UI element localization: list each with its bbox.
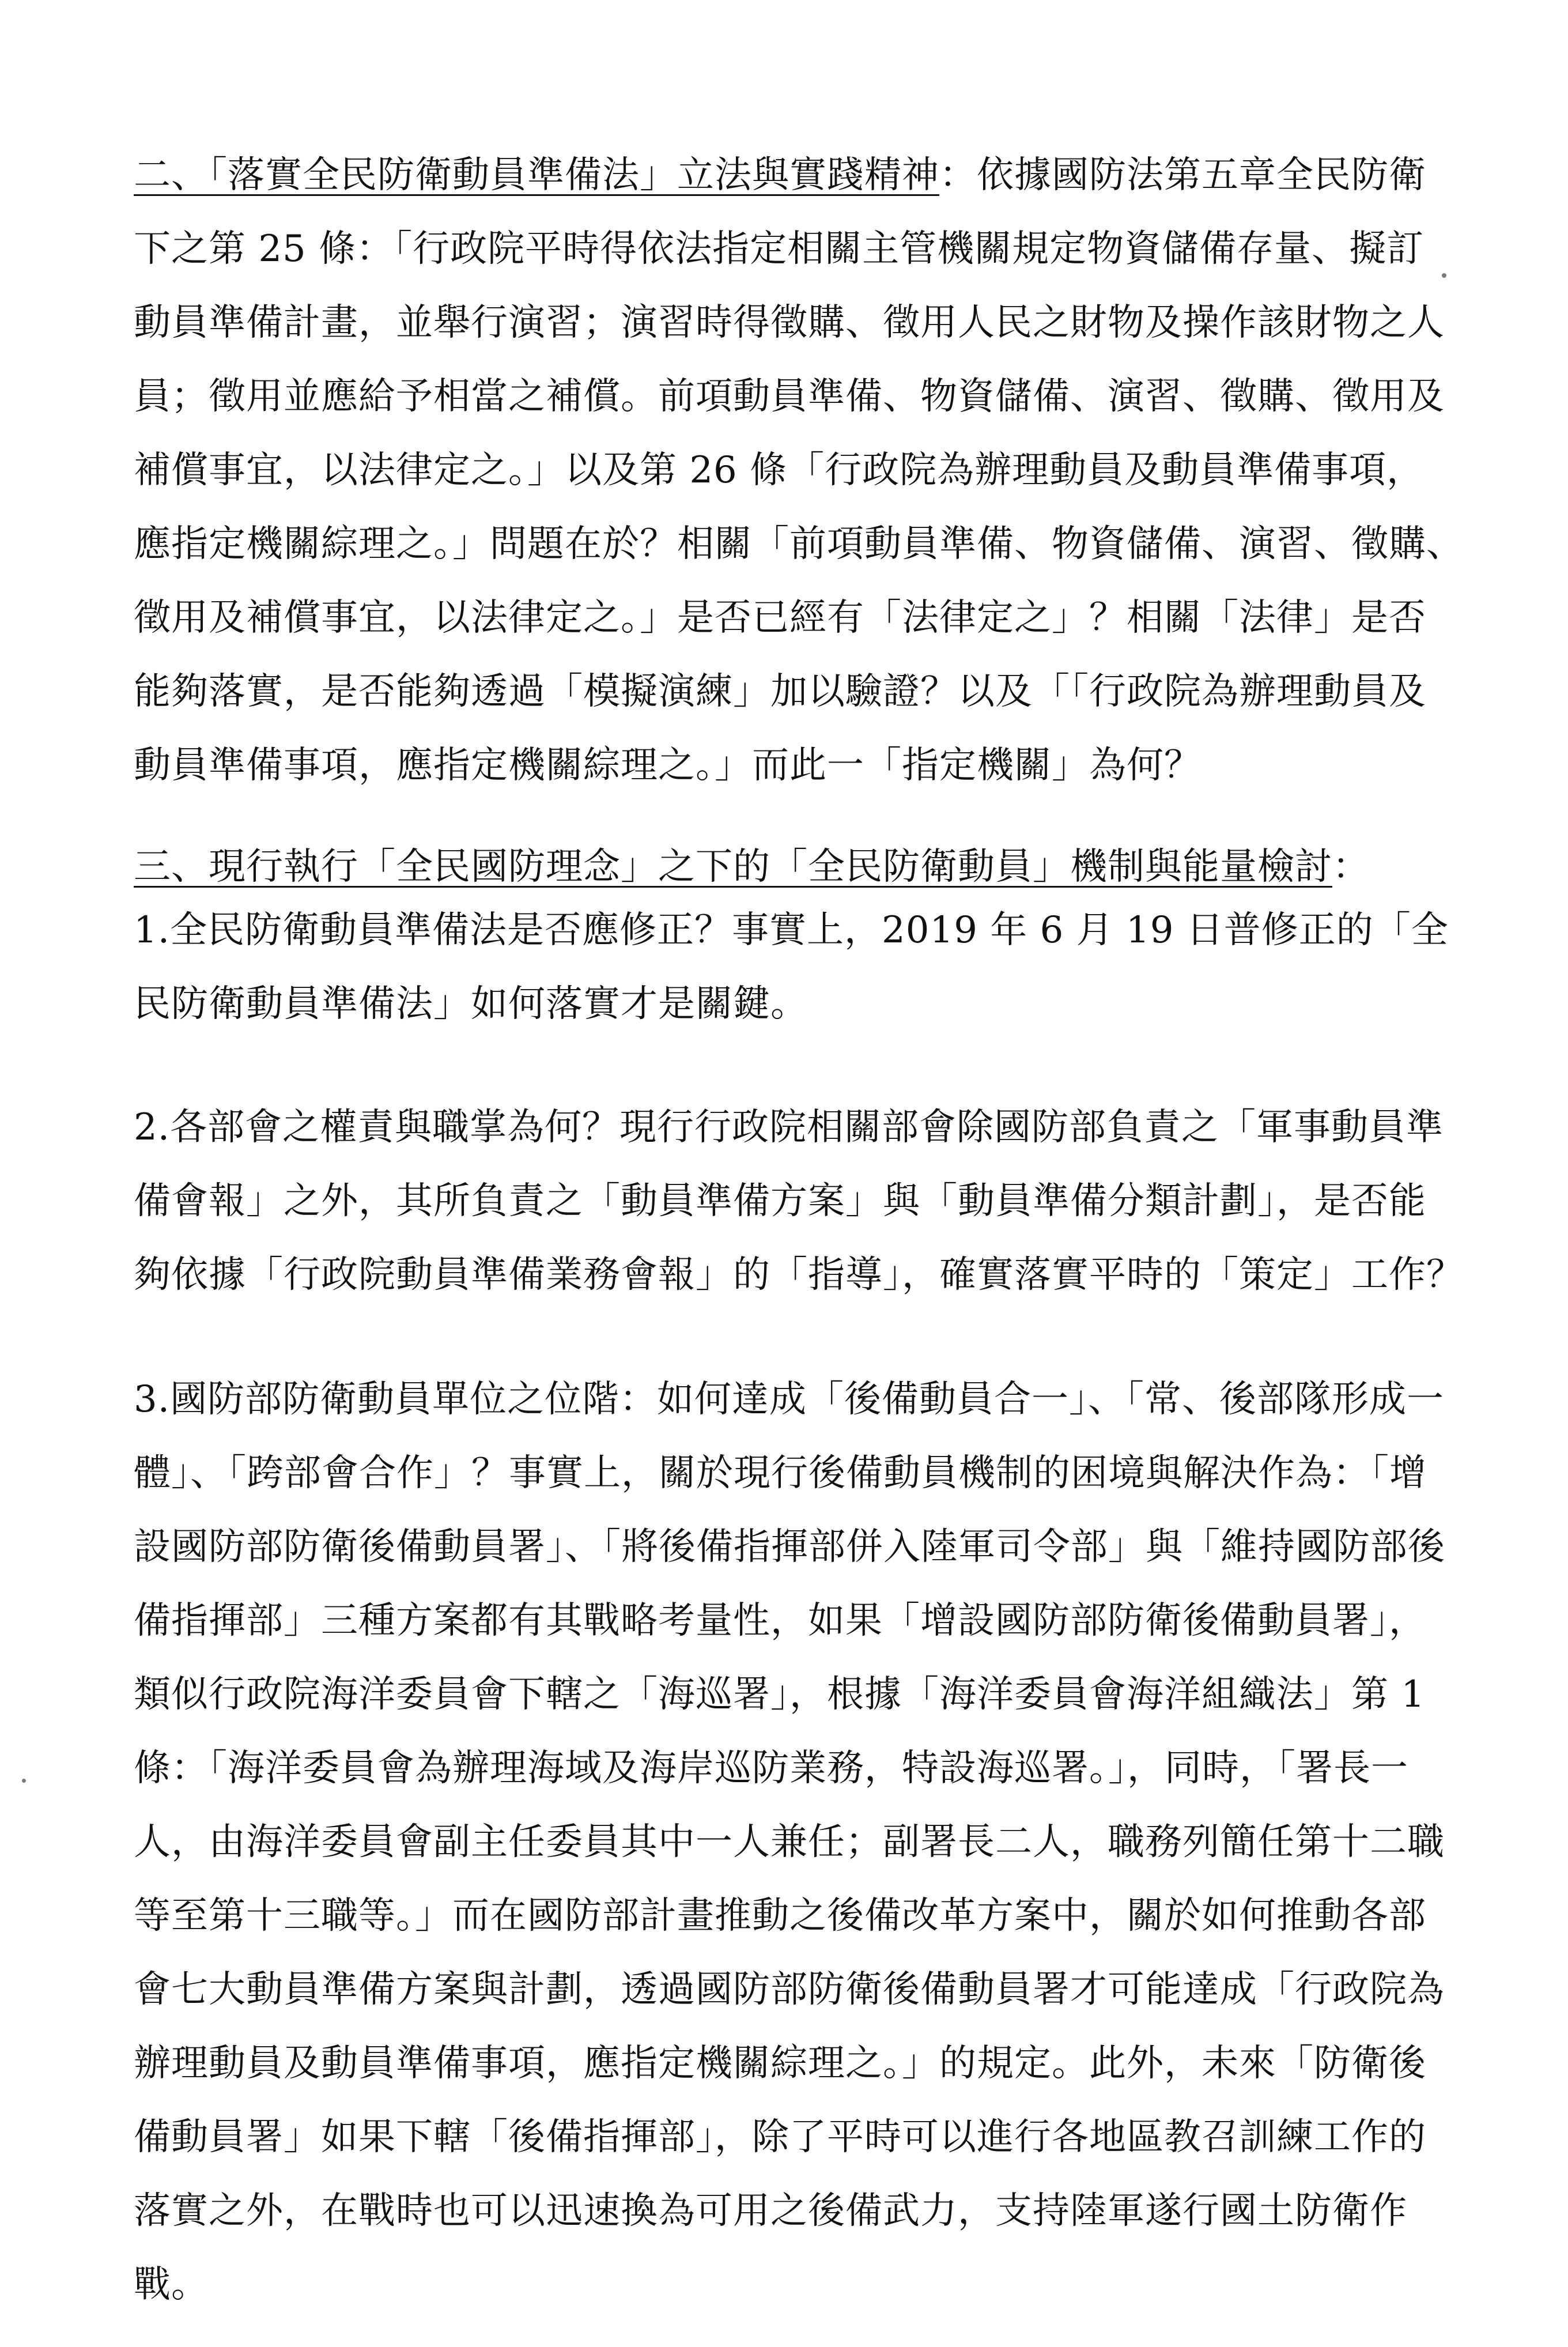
item3-line: 人，由海洋委員會副主任委員其中一人兼任；副署長二人，職務列簡任第十二職 [134,1821,1445,1863]
section3-heading-line [134,843,1370,891]
section2-line: 能夠落實，是否能夠透過「模擬演練」加以驗證？以及「「行政院為辦理動員及 [134,670,1426,713]
item1-line: 民防衛動員準備法」如何落實才是關鍵。 [134,983,808,1025]
section2-line: 員；徵用並應給予相當之補償。前項動員準備、物資儲備、演習、徵購、徵用及 [134,375,1445,418]
item3-line: 落實之外，在戰時也可以迅速換為可用之後備武力，支持陸軍遂行國土防衛作 [134,2190,1407,2232]
section3-heading-tail: ： [1332,846,1370,888]
item3-line: 類似行政院海洋委員會下轄之「海巡署」，根據「海洋委員會海洋組織法」第 1 [134,1673,1426,1716]
item3-line: 備動員署」如果下轄「後備指揮部」，除了平時可以進行各地區教召訓練工作的 [134,2116,1426,2159]
section2-line: 動員準備事項，應指定機關綜理之。」而此一「指定機關」為何？ [134,744,1201,787]
item3-line: 備指揮部」三種方案都有其戰略考量性，如果「增設國防部防衛後備動員署」， [134,1599,1426,1642]
item3-line: 戰。 [134,2263,209,2306]
section2-heading: 二、「落實全民防衛動員準備法」立法與實踐精神 [134,154,939,197]
section3-heading: 三、現行執行「全民國防理念」之下的「全民防衛動員」機制與能量檢討 [134,846,1332,888]
item2-line: 夠依據「行政院動員準備業務會報」的「指導」，確實落實平時的「策定」工作？ [134,1254,1464,1296]
section2-line: ：依據國防法第五章全民防衛 [939,154,1426,197]
section2-line: 補償事宜，以法律定之。」以及第 26 條「行政院為辦理動員及動員準備事項， [134,449,1425,492]
section2-line: 下之第 25 條：「行政院平時得依法指定相關主管機關規定物資儲備存量、擬訂 [134,228,1425,270]
section2-first-line [134,151,1426,199]
section2-line: 應指定機關綜理之。」問題在於？相關「前項動員準備、物資儲備、演習、徵購、 [134,523,1464,565]
item3-line: 會七大動員準備方案與計劃，透過國防部防衛後備動員署才可能達成「行政院為 [134,1968,1445,2011]
item3-line: 辦理動員及動員準備事項，應指定機關綜理之。」的規定。此外，未來「防衛後 [134,2042,1426,2085]
section2-line: 動員準備計畫，並舉行演習；演習時得徵購、徵用人民之財物及操作該財物之人 [134,301,1445,344]
section2-line: 徵用及補償事宜，以法律定之。」是否已經有「法律定之」？相關「法律」是否 [134,597,1426,639]
item2-line: 備會報」之外，其所負責之「動員準備方案」與「動員準備分類計劃」，是否能 [134,1180,1426,1222]
item3-line: 設國防部防衛後備動員署」、「將後備指揮部併入陸軍司令部」與「維持國防部後 [134,1526,1445,1568]
item3-line: 條：「海洋委員會為辦理海域及海岸巡防業務，特設海巡署。」，同時，「署長一 [134,1747,1408,1790]
item3-line: 等至第十三職等。」而在國防部計畫推動之後備改革方案中，關於如何推動各部 [134,1895,1426,1937]
scan-speck [22,1779,26,1783]
item3-line: 體」、「跨部會合作」？事實上，關於現行後備動員機制的困境與解決作為：「增 [134,1452,1427,1495]
scan-speck [1442,273,1446,278]
item2-line: 2.各部會之權責與職掌為何？現行行政院相關部會除國防部負責之「軍事動員準 [134,1106,1444,1149]
item1-line: 1.全民防衛動員準備法是否應修正？事實上，2019 年 6 月 19 日普修正的「全 [134,909,1449,952]
item3-line: 3.國防部防衛動員單位之位階：如何達成「後備動員合一」、「常、後部隊形成一 [134,1378,1445,1421]
